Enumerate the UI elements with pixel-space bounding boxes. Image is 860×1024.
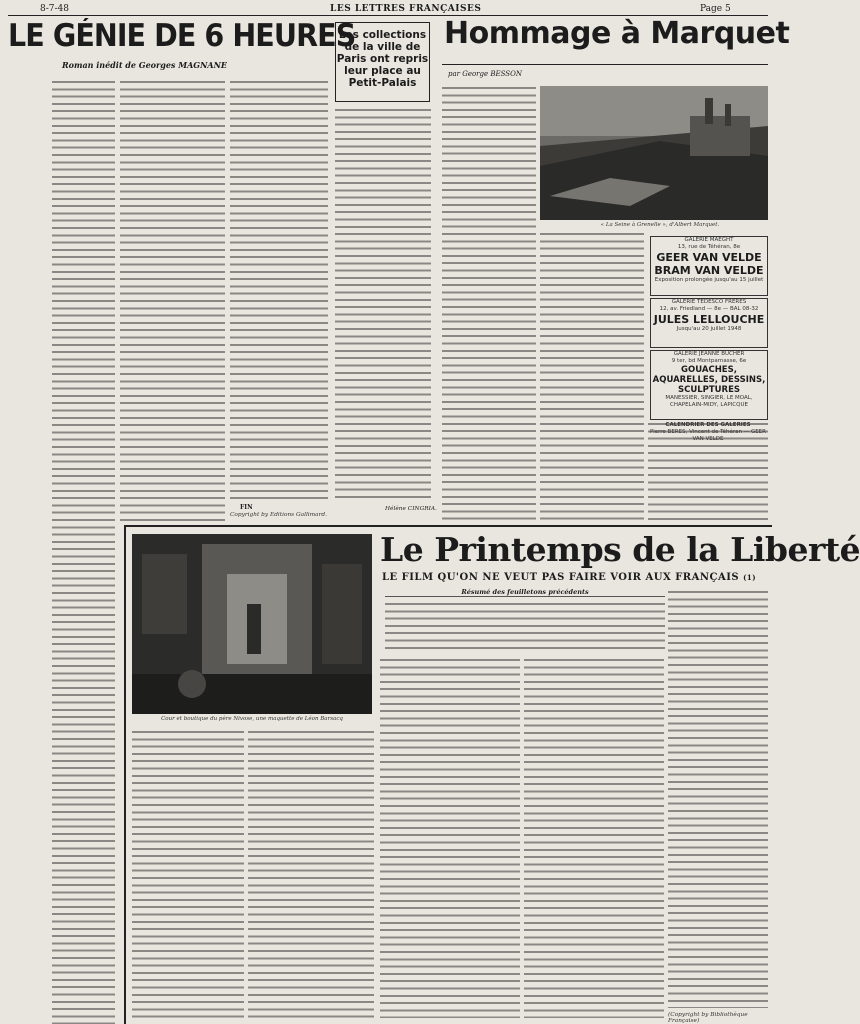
ad-calendrier-footer: Pierre BERES, Vincent de Téhéran — GEER VAN VELDE (650, 429, 766, 442)
ad-tedesco-line-1: GALERIE TEDESCO FRÈRES (671, 299, 747, 305)
genie-fin: FIN (240, 504, 253, 511)
genie-copyright: Copyright by Editions Gallimard. (230, 512, 327, 518)
printemps-headline: Le Printemps de la Liberté (380, 530, 860, 569)
collections-author: Hélène CINGRIA. (385, 506, 437, 512)
ad-calendrier-title: CALENDRIER DES GALERIES (665, 422, 751, 428)
printemps-resume-text (385, 600, 665, 650)
ad-bucher-line-2: 9 ter, bd Montparnasse, 6e (671, 358, 747, 364)
printemps-photo (132, 534, 372, 714)
marquet-byline: par George BESSON (448, 70, 522, 78)
ad-maeght-artist-1: GEER VAN VELDE (656, 251, 762, 264)
ad-tedesco-artist: JULES LELLOUCHE (653, 313, 765, 326)
ad-calendrier (650, 422, 766, 452)
printemps-column-3 (380, 656, 520, 1018)
ad-maeght-line-1: GALERIE MAEGHT (684, 237, 734, 243)
printemps-column-1 (132, 728, 244, 1018)
ad-galerie-tedesco (650, 298, 768, 348)
collections-column (335, 106, 431, 502)
ad-bucher-title: GOUACHES, AQUARELLES, DESSINS, SCULPTURES (652, 365, 766, 395)
printemps-photo-caption: Cour et boutique du père Nivose, une maquette de Léon Barsacq (161, 716, 343, 722)
page-number: Page 5 (700, 4, 731, 14)
genie-headline: LE GÉNIE DE 6 HEURES (8, 18, 356, 54)
marquet-column-2 (540, 230, 644, 520)
genie-column-2 (120, 78, 225, 522)
printemps-column-right (668, 588, 768, 1008)
ad-tedesco-footer: Jusqu'au 20 juillet 1948 (676, 326, 742, 332)
page-date: 8-7-48 (40, 4, 69, 14)
ad-bucher-line-1: GALERIE JEANNE BUCHER (673, 351, 745, 357)
marquet-painting-photo (540, 86, 768, 220)
printemps-subtitle (382, 572, 756, 583)
ad-galerie-bucher (650, 350, 768, 420)
ad-tedesco-line-2: 12, av. Friedland — 8e — BAL 08-32 (659, 306, 759, 312)
printemps-column-2 (248, 728, 374, 1018)
ad-galerie-maeght (650, 236, 768, 296)
genie-column-3 (230, 78, 328, 502)
newspaper-name: LES LETTRES FRANÇAISES (330, 4, 482, 14)
printemps-resume-title: Résumé des feuilletons précédents (461, 588, 589, 596)
printemps-subtitle-note: (1) (743, 573, 757, 582)
printemps-scene-illustration (132, 534, 372, 714)
marquet-rule (442, 64, 768, 65)
printemps-copyright: (Copyright by Bibliothèque Française) (668, 1012, 748, 1024)
marquet-headline: Hommage à Marquet (444, 16, 790, 51)
genie-column-1 (52, 78, 115, 1024)
marquet-photo-caption: « La Seine à Grenelle », d'Albert Marquet. (600, 222, 720, 228)
marquet-column-1 (442, 84, 536, 520)
printemps-resume-rule (385, 596, 665, 597)
collections-headline: Les collections de la ville de Paris ont repris leur place au Petit-Palais (336, 29, 429, 89)
ad-maeght-artist-2: BRAM VAN VELDE (654, 264, 764, 277)
seine-painting-illustration (540, 86, 768, 220)
genie-subtitle: Roman inédit de Georges MAGNANE (62, 60, 228, 70)
ad-maeght-footer: Exposition prolongée jusqu'au 15 juillet (654, 277, 764, 283)
ad-maeght-line-2: 13, rue de Téhéran, 8e (677, 244, 741, 250)
printemps-column-4 (524, 656, 664, 1018)
printemps-subtitle-text: LE FILM QU'ON NE VEUT PAS FAIRE VOIR AUX FRANÇAIS (382, 572, 740, 583)
collections-headline-box (335, 22, 430, 102)
ad-bucher-footer: MANESSIER, SINGIER, LE MOAL, CHAPELAIN-MIDY, LAPICQUE (665, 395, 753, 408)
